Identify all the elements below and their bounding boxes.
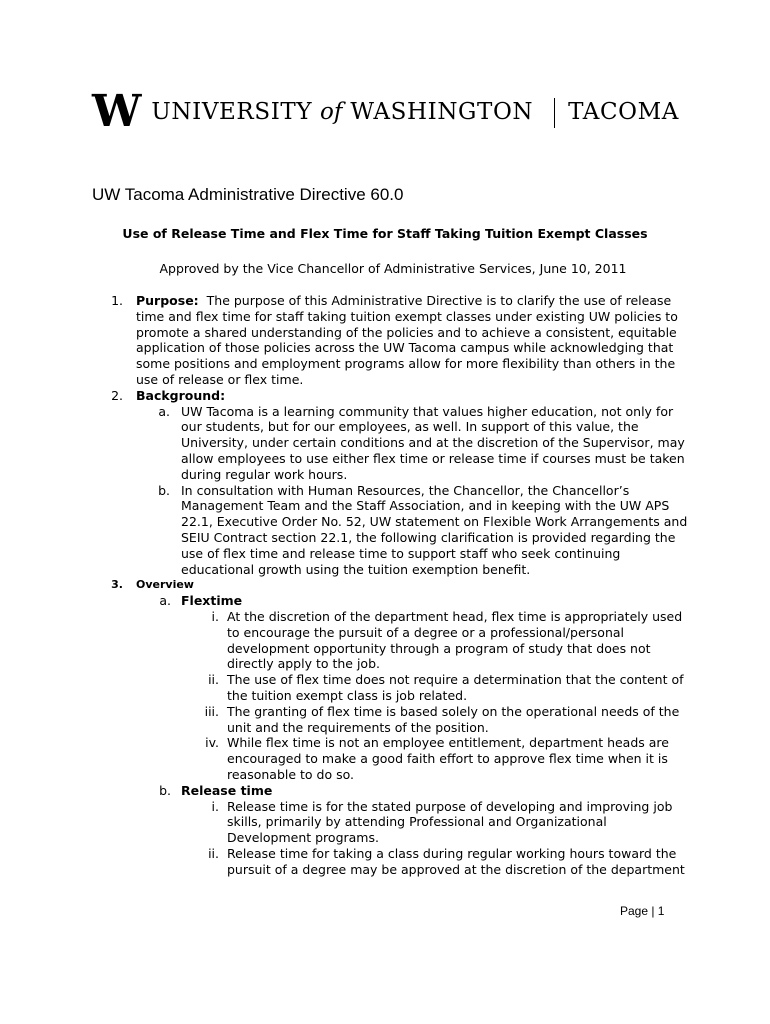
section-number: 3. <box>111 578 123 592</box>
document-subtitle: Use of Release Time and Flex Time for Staff Taking Tuition Exempt Classes <box>122 226 648 241</box>
logo-divider <box>554 98 555 128</box>
flextime-item-iii <box>0 704 770 736</box>
section-number: 2. <box>111 387 123 403</box>
item-letter: b. <box>159 782 171 798</box>
approval-line: Approved by the Vice Chancellor of Administrative Services, June 10, 2011 <box>159 261 627 276</box>
item-numeral: ii. <box>208 845 219 861</box>
item-numeral: ii. <box>208 672 219 688</box>
logo-washington: WASHINGTON <box>350 99 534 125</box>
page-number: Page | 1 <box>620 904 665 918</box>
item-text: The use of flex time does not require a determination that the content of the tuition exempt class is job related. <box>227 672 684 703</box>
item-letter: b. <box>158 482 170 498</box>
item-text: The granting of flex time is based solely on the operational needs of the unit and the requirements of the position. <box>227 703 680 735</box>
background-item-a <box>0 404 770 483</box>
item-numeral: i. <box>211 608 219 624</box>
item-text: UW Tacoma is a learning community that values higher education, not only for our students, but for our employees, as well. In support of this value, the University, under certain conditions and at the discretion of the Supervisor, may allow employees to use either flex time or release time if courses must be taken during regular work hours. <box>181 403 685 482</box>
uw-w-logo-mark: W <box>92 86 140 137</box>
section-number: 1. <box>111 293 123 308</box>
item-text: While flex time is not an employee entitlement, department heads are encouraged to make a good faith effort to approve flex time when it is reasonable to do so. <box>227 735 669 782</box>
section-text: The purpose of this Administrative Directive is to clarify the use of release time and flex time for staff taking tuition exempt classes under existing UW policies to promote a shared understanding of the policies and to achieve a consistent, equitable application of those policies across the UW Tacoma campus while acknowledging that some positions and employment programs allow for more flexibility than others in the use of release or flex time. <box>136 293 678 387</box>
uw-tacoma-logo <box>92 86 679 137</box>
item-numeral: iii. <box>204 703 219 719</box>
section-overview <box>0 577 770 593</box>
item-text: Release time is for the stated purpose of developing and improving job skills, primarily by attending Professional and Organizational Development programs. <box>227 798 673 846</box>
overview-release-time <box>0 783 770 799</box>
flextime-item-ii <box>0 672 770 704</box>
release-item-i <box>0 799 770 846</box>
section-background <box>0 388 770 404</box>
background-item-b <box>0 483 770 578</box>
item-text: Release time for taking a class during regular working hours toward the pursuit of a degree may be approved at the discretion of the department <box>227 845 685 877</box>
logo-campus: TACOMA <box>568 99 679 125</box>
subsection-heading: Flextime <box>181 593 243 609</box>
section-heading: Overview <box>136 578 194 592</box>
item-letter: a. <box>159 593 171 609</box>
item-numeral: iv. <box>205 735 219 751</box>
section-heading: Background: <box>136 387 226 403</box>
logo-university: UNIVERSITY <box>151 99 313 125</box>
section-purpose <box>0 293 770 388</box>
item-text: At the discretion of the department head, flex time is appropriately used to encourage the pursuit of a degree or a professional/personal development opportunity through a program of study that does not directly apply to the job. <box>227 608 683 672</box>
item-letter: a. <box>158 403 170 419</box>
logo-wordmark <box>151 94 679 130</box>
logo-of: of <box>320 99 343 125</box>
release-item-ii <box>0 846 770 878</box>
flextime-item-i <box>0 609 770 672</box>
document-title: UW Tacoma Administrative Directive 60.0 <box>92 185 404 204</box>
item-text: In consultation with Human Resources, the Chancellor, the Chancellor’s Management Team and the Staff Association, and in keeping with the UW APS 22.1, Executive Order No. 52, UW statement on Flexible Work Arrangements and SEIU Contract section 22.1, the following clarification is provided regarding the use of flex time and release time to support staff who seek continuing educational growth using the tuition exemption benefit. <box>181 482 688 577</box>
document-body <box>0 293 770 877</box>
item-numeral: i. <box>211 798 219 814</box>
section-heading: Purpose: <box>136 293 199 308</box>
subsection-heading: Release time <box>181 782 273 798</box>
overview-flextime <box>0 593 770 609</box>
flextime-item-iv <box>0 735 770 782</box>
